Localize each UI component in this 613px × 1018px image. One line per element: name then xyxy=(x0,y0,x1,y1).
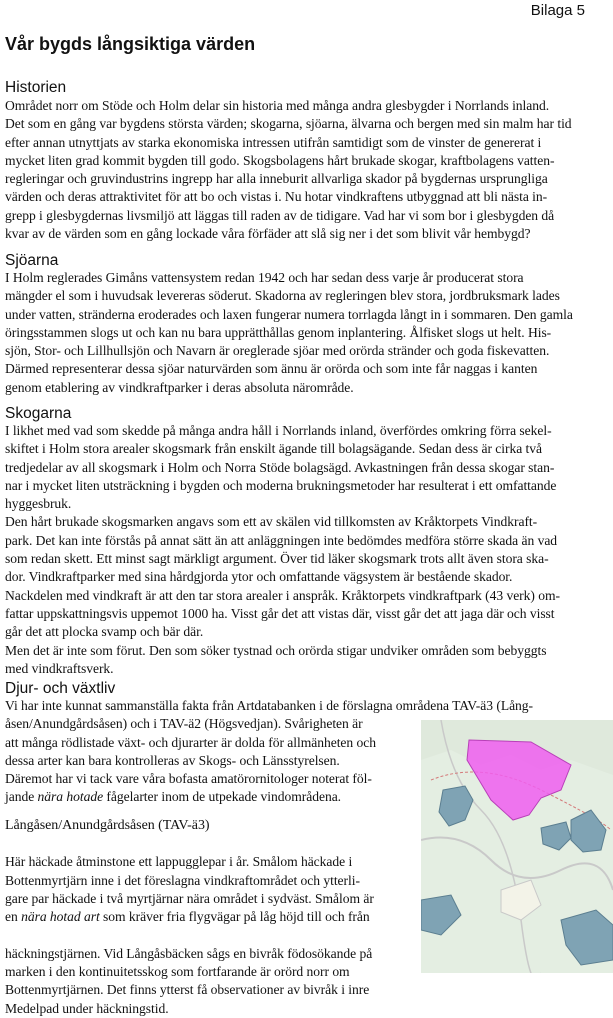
italic-text: nära hotad art xyxy=(21,909,100,925)
section-heading-djur-och-vaxtliv: Djur- och växtliv xyxy=(5,680,116,697)
map-svg xyxy=(421,720,613,973)
text-line: åsen/Anundgårdsåsen) och i TAV-ä2 (Högsvedjan). Svårigheten är xyxy=(5,716,363,732)
section-text-historien: Området norr om Stöde och Holm delar sin historia med många andra glesbygder i Norrlands inland. Det som en gång var bygdens största värden; skogarna, sjöarna, älvarna och bergen med sin malm har tid efter annan utnyttjats av starka ekonomiska intressen utifrån samtidigt som de vinster de genererat i mycket liten grad kommit bygden till godo. Skogsbolagens hårt brukade skogar, kraftbolagens vatten- regleringar och gruvindustrins ingrepp har alla inneburit allvarliga skador på bygdernas ursprungliga värden och deras attraktivitet för att bo och vistas i. Nu hotar vindkraftens utbyggnad att bli nästa in- grepp i glesbygdernas livsmiljö att läggas till raden av de tidigare. Vad har vi som bor i glesbygden då kvar av de värden som en gång lockade våra förfäder att slå sig ner i det som blivit vår hembygd? xyxy=(5,98,572,242)
text-line: Vi har inte kunnat sammanställa fakta från Artdatabanken i de förslagna områdena TAV-ä3 (Lång- xyxy=(5,698,534,713)
area-map-image xyxy=(421,720,613,973)
text-line: dessa arter kan bara kontrolleras av Skogs- och Länsstyrelsen. xyxy=(5,752,340,768)
section-text-skogarna: I likhet med vad som skedde på många andra håll i Norrlands inland, överfördes omkring förra sekel- skiftet i Holm stora arealer skogsmark från enskilt ägande till bolagsägande. Sedan dess är cirka två tredjedelar av all skogsmark i Holm och Norra Stöde bolagsägd. Avkastningen från dessa skogar stan- nar i mycket liten utsträckning i bygden och moderna brukningsmetoder har resulterat i ett omfattande hyggesbruk. Den hårt brukade skogsmarken angavs som ett av skälen vid tillkomsten av Kråktorpets Vindkraft- park. Det kan inte förstås på annat sätt än att anläggningen inte bedömdes medföra större skada än vad som redan skett. Ett minst sagt märkligt argument. Över tid läker skogsmark trots allt även stora ska- dor. Vindkraftparker med sina hårdgjorda ytor och omfattande vägsystem är bestående skador. Nackdelen med vindkraft är att den tar stora arealer i anspråk. Kråktorpets vindkraftpark (43 verk) om- fattar uppskattningsvis uppemot 1000 ha. Visst går det att vistas där, visst går det att jaga där och visst går det att plocka svamp och bär där. Men det är inte som förut. Den som söker tystnad och orörda stigar undviker områden som bebyggts med vindkraftsverk. xyxy=(5,423,560,676)
text-line: att många rödlistade växt- och djurarter är dolda för allmänheten och xyxy=(5,734,376,750)
attachment-label: Bilaga 5 xyxy=(530,2,585,19)
section-heading-historien: Historien xyxy=(5,79,67,96)
text-line xyxy=(5,908,374,926)
section-text-sjoarna: I Holm reglerades Gimåns vattensystem redan 1942 och har sedan dess varje år producerat stora mängder el som i huvudsak levereras söderut. Skadorna av regleringen blev stora, jordbruksmark lades under vatten, stränderna eroderades och laxen fungerar numera torrlagda långt in i sommaren. Den gamla öringsstammen slogs ut och kan nu bara upprätthållas genom inplantering. Ålfisket slogs ut helt. His- sjön, Stor- och Lillhullsjön och Navarn är oreglerade sjöar med orörda stränder och goda fiskevatten. Därmed representerar dessa sjöar naturvärden som ännu är orörda och som inte får naggas i kanten genom etablering av vindkraftparker i deras absoluta närområde. xyxy=(5,270,573,395)
section-heading-skogarna: Skogarna xyxy=(5,405,72,422)
text-span: som kräver fria flygvägar på låg höjd till och från xyxy=(99,909,370,925)
text-span: Här häckade åtminstone ett lappugglepar i år. Smålom häckade i Bottenmyrtjärn inne i det föreslagna vindkraftområdet och ytterli- gare par häckade i två myrtjärnar nära området i sydväst. Smålom är xyxy=(5,854,374,906)
text-span: häckningstjärnen. Vid Långåsbäcken sågs en bivråk födosökande på marken i den kontinuitetsskog som fortfarande är orörd norr om Bottenmyrtjärnen. Det finns ytterst få observationer av bivråk i inre Medelpad under häckningstid. xyxy=(5,945,373,1016)
page-title: Vår bygds långsiktiga värden xyxy=(5,34,256,54)
section-heading-sjoarna: Sjöarna xyxy=(5,252,59,269)
italic-text: nära hotade xyxy=(37,789,104,805)
text-span: jande xyxy=(5,789,38,805)
subsection-heading-langasen: Långåsen/Anundgårdsåsen (TAV-ä3) xyxy=(5,818,210,833)
text-line: Däremot har vi tack vare våra bofasta amatörornitologer noterat föl- xyxy=(5,771,372,787)
text-span: en xyxy=(5,909,22,925)
subsection-text-langasen xyxy=(5,835,374,1018)
text-span: fågelarter inom de utpekade vindområdena. xyxy=(103,789,342,805)
